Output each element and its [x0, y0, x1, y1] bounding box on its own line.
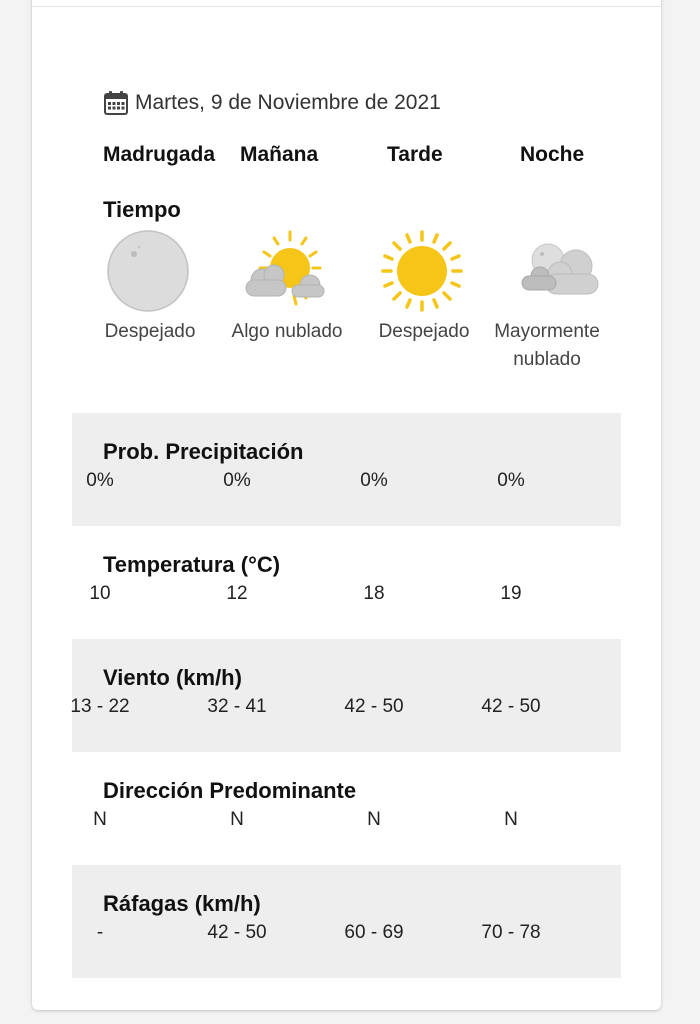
divider — [32, 6, 661, 7]
weather-section-title: Tiempo — [103, 197, 181, 222]
row-value: N — [230, 809, 244, 830]
precipitation-row — [72, 413, 621, 526]
mostly-cloudy-moon-icon — [516, 230, 606, 305]
period-headers — [32, 143, 661, 173]
row-value: 10 — [89, 583, 111, 604]
calendar-icon — [103, 90, 129, 116]
row-title: Ráfagas (km/h) — [103, 891, 261, 916]
period-tarde: Tarde — [387, 143, 443, 166]
row-value: 32 - 41 — [207, 696, 267, 717]
temperature-row — [72, 526, 621, 639]
row-value: N — [504, 809, 518, 830]
condition-label: Despejado — [378, 321, 470, 342]
row-value: 0% — [360, 470, 388, 491]
condition-label: Algo nublado — [231, 321, 343, 342]
row-value: 19 — [500, 583, 522, 604]
sun-icon — [377, 230, 467, 305]
moon-icon — [104, 230, 194, 305]
direction-row — [72, 752, 621, 865]
condition-label: Despejado — [104, 321, 196, 342]
row-value: 0% — [223, 470, 251, 491]
row-value: 70 - 78 — [481, 922, 541, 943]
row-value: 42 - 50 — [344, 696, 404, 717]
period-manana: Mañana — [240, 143, 319, 166]
condition-label: Mayormente nublado — [494, 321, 600, 370]
row-value: 18 — [363, 583, 385, 604]
row-value: 12 — [226, 583, 248, 604]
period-noche: Noche — [520, 143, 585, 166]
row-value: N — [93, 809, 107, 830]
date-text: Martes, 9 de Noviembre de 2021 — [135, 91, 441, 114]
row-value: 42 - 50 — [481, 696, 541, 717]
row-value: 42 - 50 — [207, 922, 267, 943]
partly-cloudy-sun-icon — [240, 230, 330, 305]
row-title: Temperatura (°C) — [103, 552, 281, 577]
row-value: 0% — [86, 470, 114, 491]
row-value: 13 - 22 — [70, 696, 130, 717]
forecast-card — [32, 0, 661, 1010]
period-madrugada: Madrugada — [103, 143, 216, 166]
row-title: Viento (km/h) — [103, 665, 242, 690]
row-value: 0% — [497, 470, 525, 491]
wind-row — [72, 639, 621, 752]
row-value: - — [96, 922, 104, 943]
gusts-row — [72, 865, 621, 978]
forecast-date — [103, 90, 441, 116]
row-title: Prob. Precipitación — [103, 439, 304, 464]
row-value: 60 - 69 — [344, 922, 404, 943]
row-value: N — [367, 809, 381, 830]
row-title: Dirección Predominante — [103, 778, 357, 803]
